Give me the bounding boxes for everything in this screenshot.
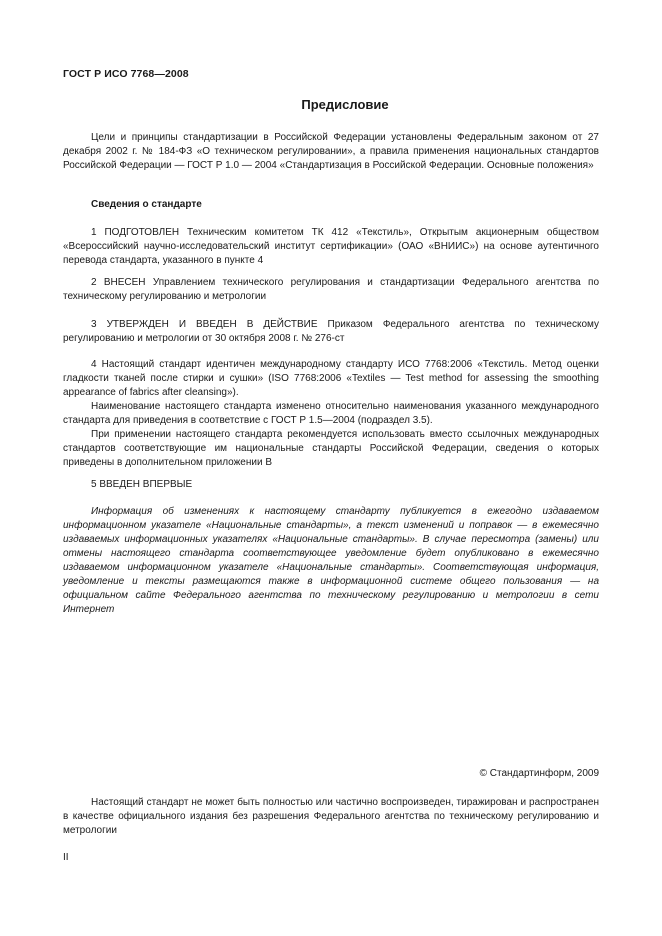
- item-1-block: [63, 226, 599, 268]
- standard-info-heading: Сведения о стандарте: [91, 199, 202, 210]
- intro-block: [63, 131, 599, 173]
- item-2-block: [63, 276, 599, 304]
- item-2-paragraph: 2 ВНЕСЕН Управлением технического регулирования и стандартизации Федерального агентства по техническому регулированию и метрологии: [63, 277, 599, 302]
- section-title: Предисловие: [301, 97, 389, 112]
- item-5-paragraph: 5 ВВЕДЕН ВПЕРВЫЕ: [91, 479, 193, 490]
- item-1-paragraph: 1 ПОДГОТОВЛЕН Техническим комитетом ТК 412 «Текстиль», Открытым акционерным обществом «Всероссийский научно-исследовательский институт сертификации» (ОАО «ВНИИС») на основе аутентичного перевода стандарта, указанного в пункте 4: [63, 227, 599, 266]
- intro-paragraph: Цели и принципы стандартизации в Российской Федерации установлены Федеральным законом от 27 декабря 2002 г. № 184-ФЗ «О техническом регулировании», а правила применения национальных стандартов Российской Федерации — ГОСТ Р 1.0 — 2004 «Стандартизация в Российской Федерации. Основные положения»: [63, 132, 599, 171]
- item-3-block: [63, 318, 599, 346]
- notice-block: [63, 505, 599, 617]
- item-4-paragraph: 4 Настоящий стандарт идентичен международному стандарту ИСО 7768:2006 «Текстиль. Метод оценки гладкости тканей после стирки и сушки» (ISO 7768:2006 «Textiles — Test method for assessing the smoothing appearance of fabrics after cleansing»).: [63, 359, 599, 398]
- copyright-line: © Стандартинформ, 2009: [479, 768, 599, 779]
- item-4-application-paragraph: При применении настоящего стандарта рекомендуется использовать вместо ссылочных международных стандартов соответствующие им национальные стандарты Российской Федерации, сведения о которых приведены в дополнительном приложении В: [63, 429, 599, 468]
- reproduction-notice-paragraph: Настоящий стандарт не может быть полностью или частично воспроизведен, тиражирован и распространен в качестве официального издания без разрешения Федерального агентства по техническому регулированию и метрологии: [63, 797, 599, 836]
- changes-notice-paragraph: Информация об изменениях к настоящему стандарту публикуется в ежегодно издаваемом информационном указателе «Национальные стандарты», а текст изменений и поправок — в ежемесячно издаваемых информационных указателях «Национальные стандарты». В случае пересмотра (замены) или отмены настоящего стандарта соответствующее уведомление будет опубликовано в ежемесячно издаваемом информационном указателе «Национальные стандарты». Соответствующая информация, уведомление и тексты размещаются также в информационной системе общего пользования — на официальном сайте Федерального агентства по техническому регулированию и метрологии в сети Интернет: [63, 506, 599, 615]
- subheading-block: [63, 198, 599, 212]
- item-4-block: [63, 358, 599, 470]
- item-4-name-change-paragraph: Наименование настоящего стандарта изменено относительно наименования указанного международного стандарта для приведения в соответствие с ГОСТ Р 1.5—2004 (подраздел 3.5).: [63, 401, 599, 426]
- item-3-paragraph: 3 УТВЕРЖДЕН И ВВЕДЕН В ДЕЙСТВИЕ Приказом Федерального агентства по техническому регулированию и метрологии от 30 октября 2008 г. № 276-ст: [63, 319, 599, 344]
- reproduction-block: [63, 796, 599, 838]
- page-number: II: [63, 852, 69, 863]
- standard-header: ГОСТ Р ИСО 7768—2008: [63, 68, 189, 80]
- item-5-block: [63, 478, 599, 492]
